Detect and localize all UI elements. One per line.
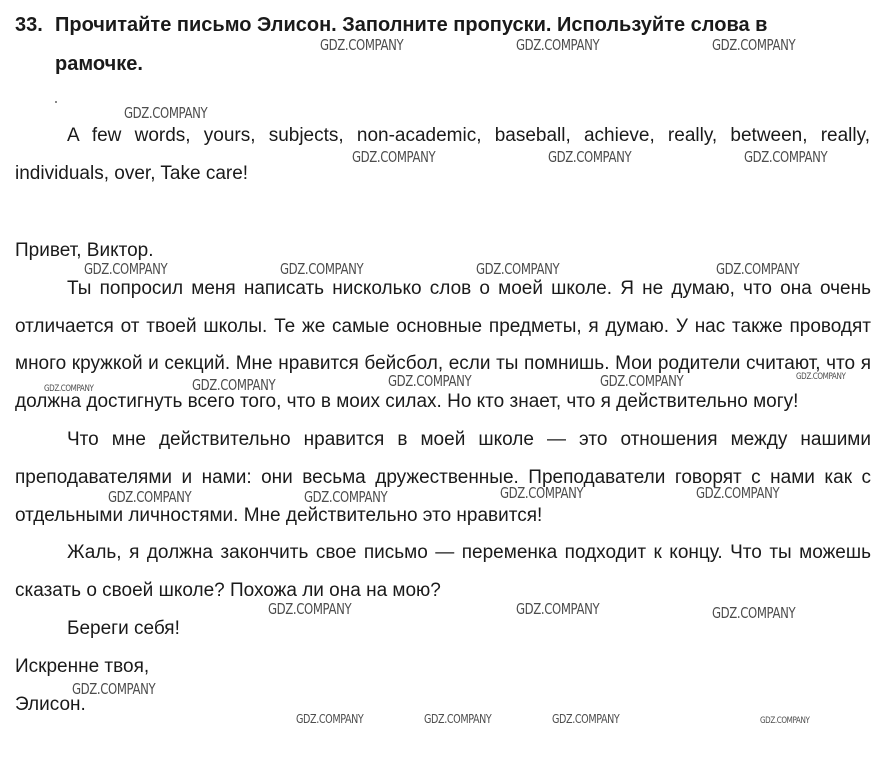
watermark: GDZ.COMPANY (744, 148, 828, 166)
instruction-line-1: Прочитайте письмо Элисон. Заполните пропуски. Используйте слова в (55, 14, 768, 36)
task-instruction (15, 6, 877, 84)
watermark: GDZ.COMPANY (796, 372, 846, 382)
watermark: GDZ.COMPANY (716, 260, 800, 278)
letter-body (15, 232, 871, 723)
watermark: GDZ.COMPANY (696, 484, 780, 502)
watermark: GDZ.COMPANY (600, 372, 684, 390)
instruction-line-2: рамочке. (55, 53, 143, 75)
letter-signature: Элисон. (15, 693, 86, 715)
watermark: GDZ.COMPANY (268, 600, 352, 618)
word-box: A few words, yours, subjects, non-academic, baseball, achieve, really, between, really, individuals, over, Take care! (15, 125, 870, 184)
print-speck (55, 101, 57, 103)
watermark: GDZ.COMPANY (500, 484, 584, 502)
watermark: GDZ.COMPANY (304, 488, 388, 506)
watermark: GDZ.COMPANY (352, 148, 436, 166)
watermark: GDZ.COMPANY (516, 600, 600, 618)
watermark: GDZ.COMPANY (476, 260, 560, 278)
watermark: GDZ.COMPANY (712, 604, 796, 622)
watermark: GDZ.COMPANY (548, 148, 632, 166)
letter-greeting: Привет, Виктор. (15, 240, 154, 261)
letter-signoff: Искренне твоя, (15, 655, 150, 677)
watermark: GDZ.COMPANY (712, 36, 796, 54)
watermark: GDZ.COMPANY (124, 104, 208, 122)
watermark: GDZ.COMPANY (280, 260, 364, 278)
watermark: GDZ.COMPANY (44, 384, 94, 394)
watermark: GDZ.COMPANY (72, 680, 156, 698)
watermark: GDZ.COMPANY (424, 712, 492, 726)
watermark: GDZ.COMPANY (552, 712, 620, 726)
watermark: GDZ.COMPANY (296, 712, 364, 726)
watermark: GDZ.COMPANY (84, 260, 168, 278)
watermark: GDZ.COMPANY (516, 36, 600, 54)
watermark: GDZ.COMPANY (388, 372, 472, 390)
letter-paragraph-1: Ты попросил меня написать нисколько слов о моей школе. Я не думаю, что она очень отличается от твоей школы. Те же самые основные предметы, я думаю. У нас также проводят много кружкой и секций. Мне нравится бейсбол, если ты помнишь. Мои родители считают, что я должна достигнуть всего того, что в моих силах. Но кто знает, что я действительно могу! (15, 277, 871, 413)
task-number: 33. (15, 14, 43, 36)
letter-paragraph-3: Жаль, я должна закончить свое письмо — переменка подходит к концу. Что ты можешь сказать о своей школе? Похожа ли она на мою? (15, 542, 871, 602)
watermark: GDZ.COMPANY (320, 36, 404, 54)
watermark: GDZ.COMPANY (108, 488, 192, 506)
watermark: GDZ.COMPANY (192, 376, 276, 394)
letter-closing: Береги себя! (67, 617, 180, 639)
letter-paragraph-2: Что мне действительно нравится в моей школе — это отношения между нашими преподавателями и нами: они весьма дружественные. Преподаватели говорят с нами как с отдельными личностями. Мне действительно это нравится! (15, 428, 871, 526)
watermark: GDZ.COMPANY (760, 716, 810, 726)
